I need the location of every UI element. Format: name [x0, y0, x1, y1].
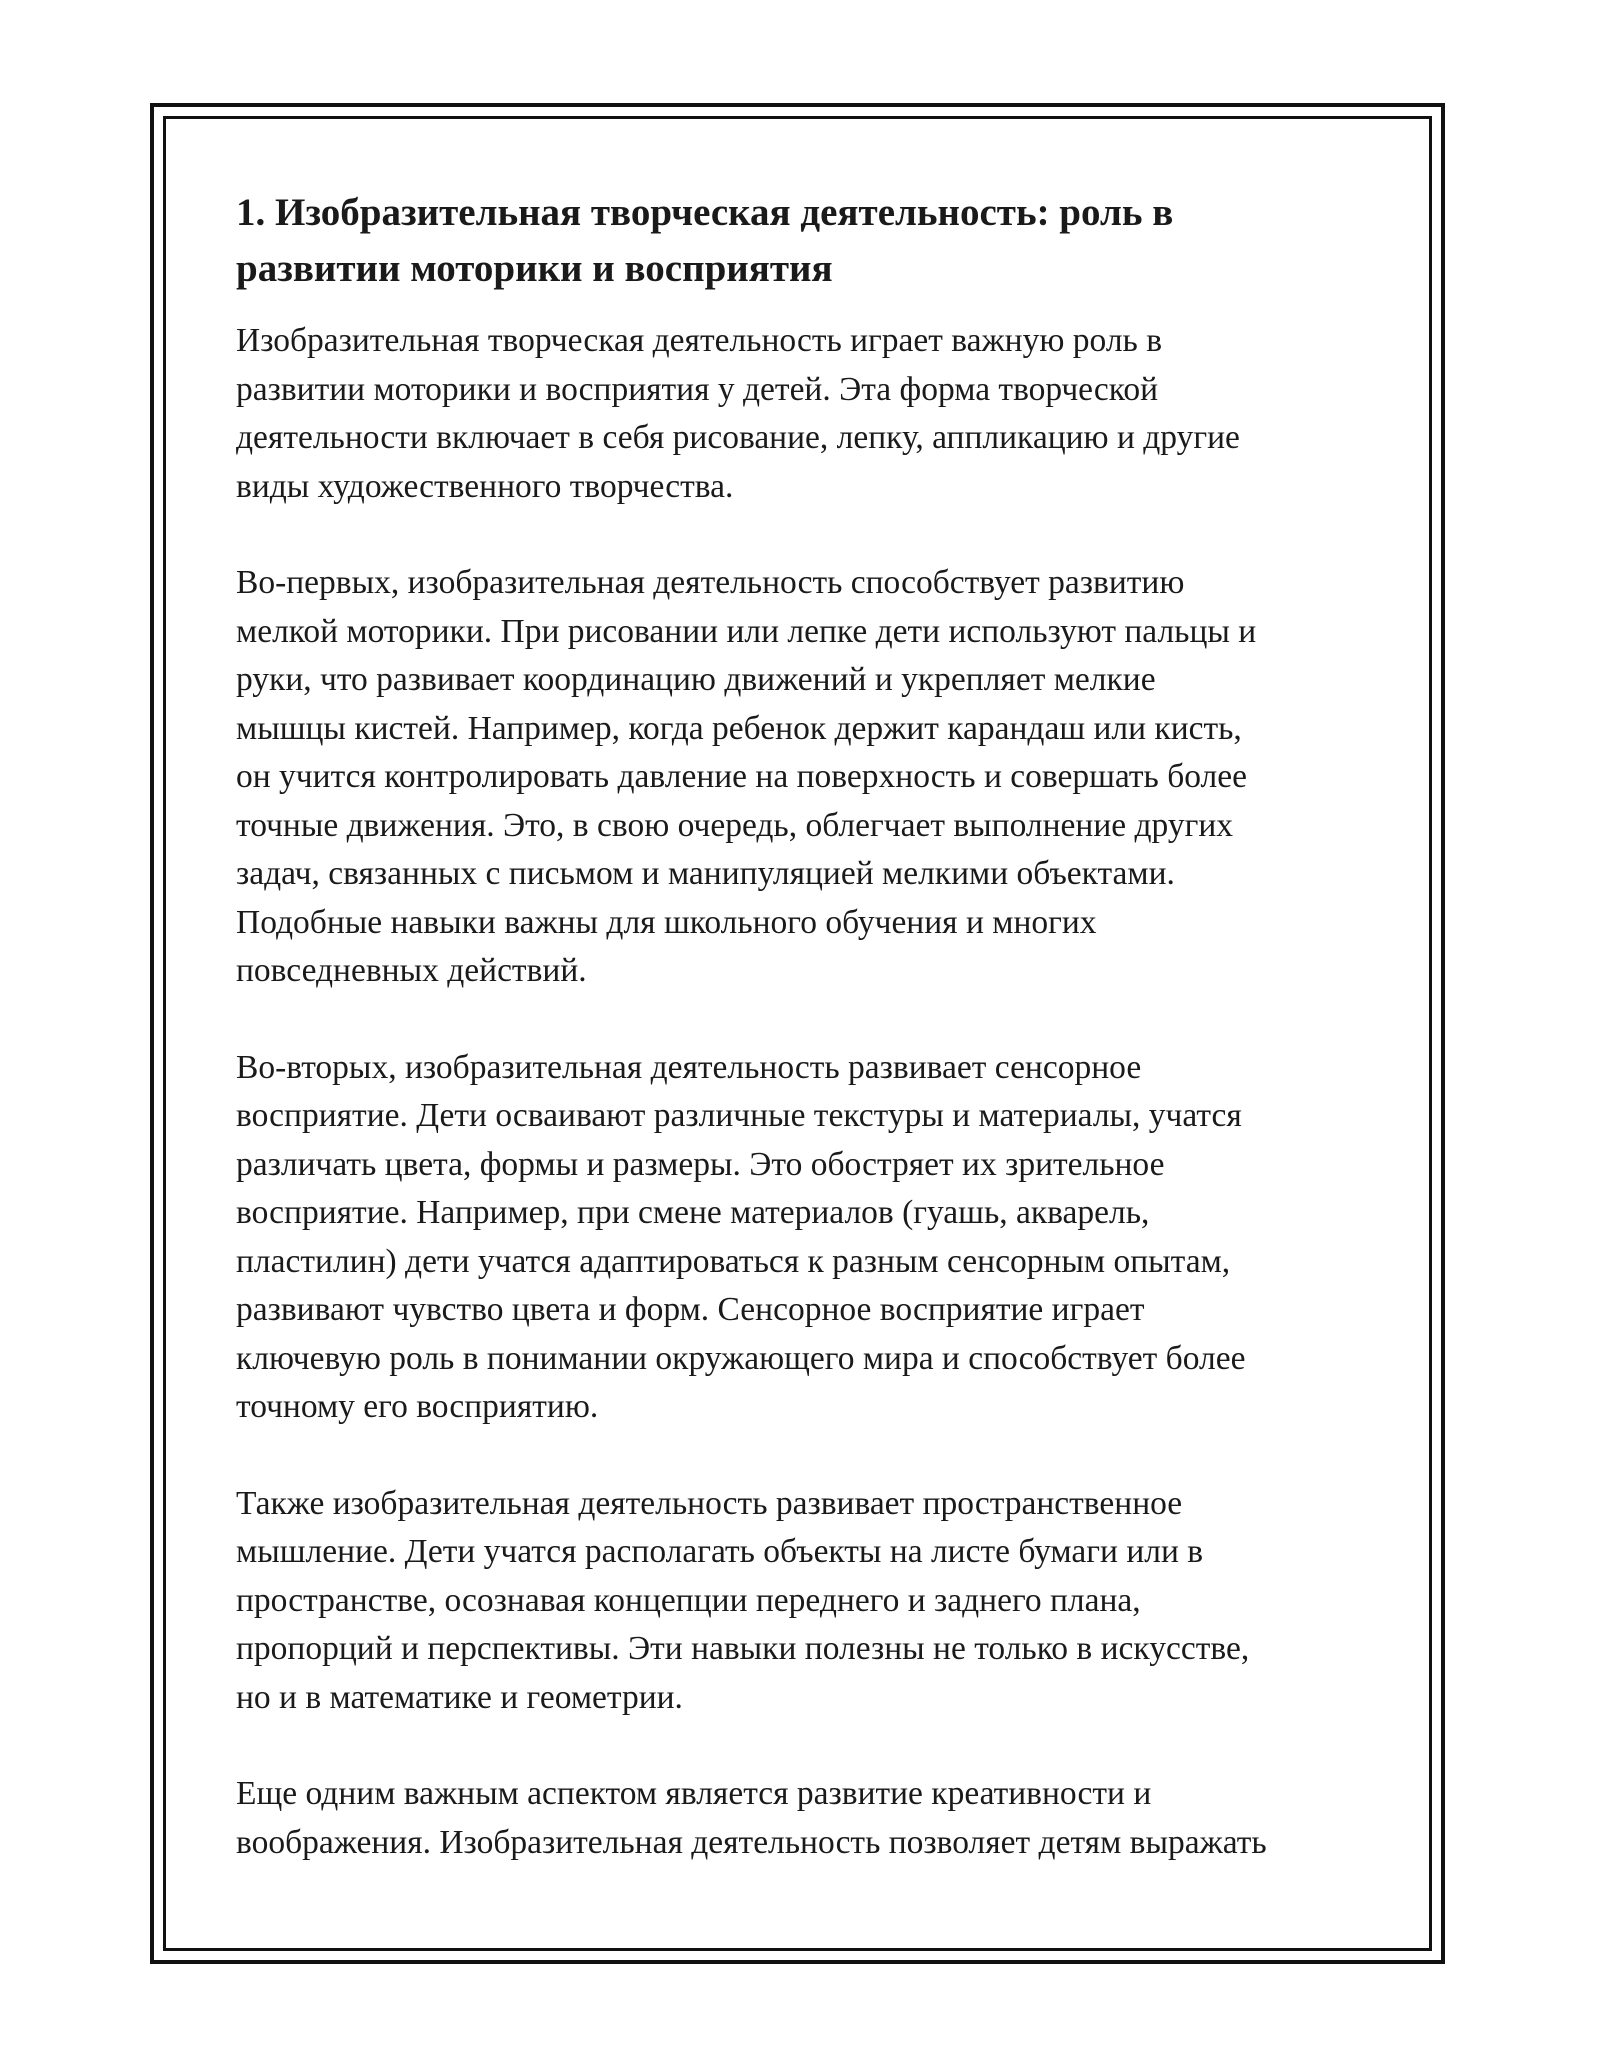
document-body — [236, 185, 1386, 1915]
text-line: пластилин) дети учатся адаптироваться к разным сенсорным опытам, — [236, 1242, 1231, 1280]
paragraph-sensory — [236, 1044, 1386, 1432]
text-line: руки, что развивает координацию движений и укрепляет мелкие — [236, 661, 1156, 698]
paragraph-spatial — [236, 1480, 1386, 1723]
heading-line: 1. Изобразительная творческая деятельность: роль в — [236, 191, 1174, 234]
text-line: он учится контролировать давление на поверхность и совершать более — [236, 758, 1248, 795]
text-line: деятельности включает в себя рисование, лепку, аппликацию и другие — [236, 419, 1240, 456]
text-line: Во-первых, изобразительная деятельность способствует развитию — [236, 564, 1185, 601]
paragraph-fine-motor — [236, 559, 1386, 996]
text-line: ключевую роль в понимании окружающего мира и способствует более — [236, 1339, 1246, 1377]
text-line: повседневных действий. — [236, 952, 587, 989]
paragraph-intro — [236, 317, 1386, 511]
text-line: различать цвета, формы и размеры. Это обостряет их зрительное — [236, 1145, 1165, 1183]
text-line: восприятие. Дети осваивают различные текстуры и материалы, учатся — [236, 1097, 1242, 1134]
text-line: Подобные навыки важны для школьного обучения и многих — [236, 903, 1097, 941]
text-line: воображения. Изобразительная деятельность позволяет детям выражать — [236, 1823, 1267, 1861]
text-line: виды художественного творчества. — [236, 467, 734, 505]
text-line: Также изобразительная деятельность развивает пространственное — [236, 1484, 1183, 1522]
text-line: пропорций и перспективы. Эти навыки полезны не только в искусстве, — [236, 1630, 1250, 1667]
text-line: точные движения. Это, в свою очередь, облегчает выполнение других — [236, 806, 1234, 844]
text-line: точному его восприятию. — [236, 1388, 599, 1425]
text-line: развивают чувство цвета и форм. Сенсорное восприятие играет — [236, 1291, 1145, 1328]
text-line: мелкой моторики. При рисовании или лепке дети используют пальцы и — [236, 612, 1257, 650]
heading-line: развитии моторики и восприятия — [236, 247, 833, 290]
text-line: Изобразительная творческая деятельность играет важную роль в — [236, 322, 1163, 359]
text-line: задач, связанных с письмом и манипуляцией мелкими объектами. — [236, 855, 1175, 892]
text-line: мышление. Дети учатся располагать объекты на листе бумаги или в — [236, 1533, 1204, 1570]
text-line: мышцы кистей. Например, когда ребенок держит карандаш или кисть, — [236, 709, 1242, 747]
section-heading — [236, 185, 1386, 297]
text-line: Во-вторых, изобразительная деятельность развивает сенсорное — [236, 1048, 1142, 1086]
paragraph-creativity — [236, 1770, 1386, 1867]
text-line: развитии моторики и восприятия у детей. Эта форма творческой — [236, 370, 1159, 408]
text-line: восприятие. Например, при смене материалов (гуашь, акварель, — [236, 1194, 1150, 1231]
text-line: пространстве, осознавая концепции переднего и заднего плана, — [236, 1581, 1141, 1619]
text-line: Еще одним важным аспектом является развитие креативности и — [236, 1775, 1152, 1812]
text-line: но и в математике и геометрии. — [236, 1678, 683, 1716]
